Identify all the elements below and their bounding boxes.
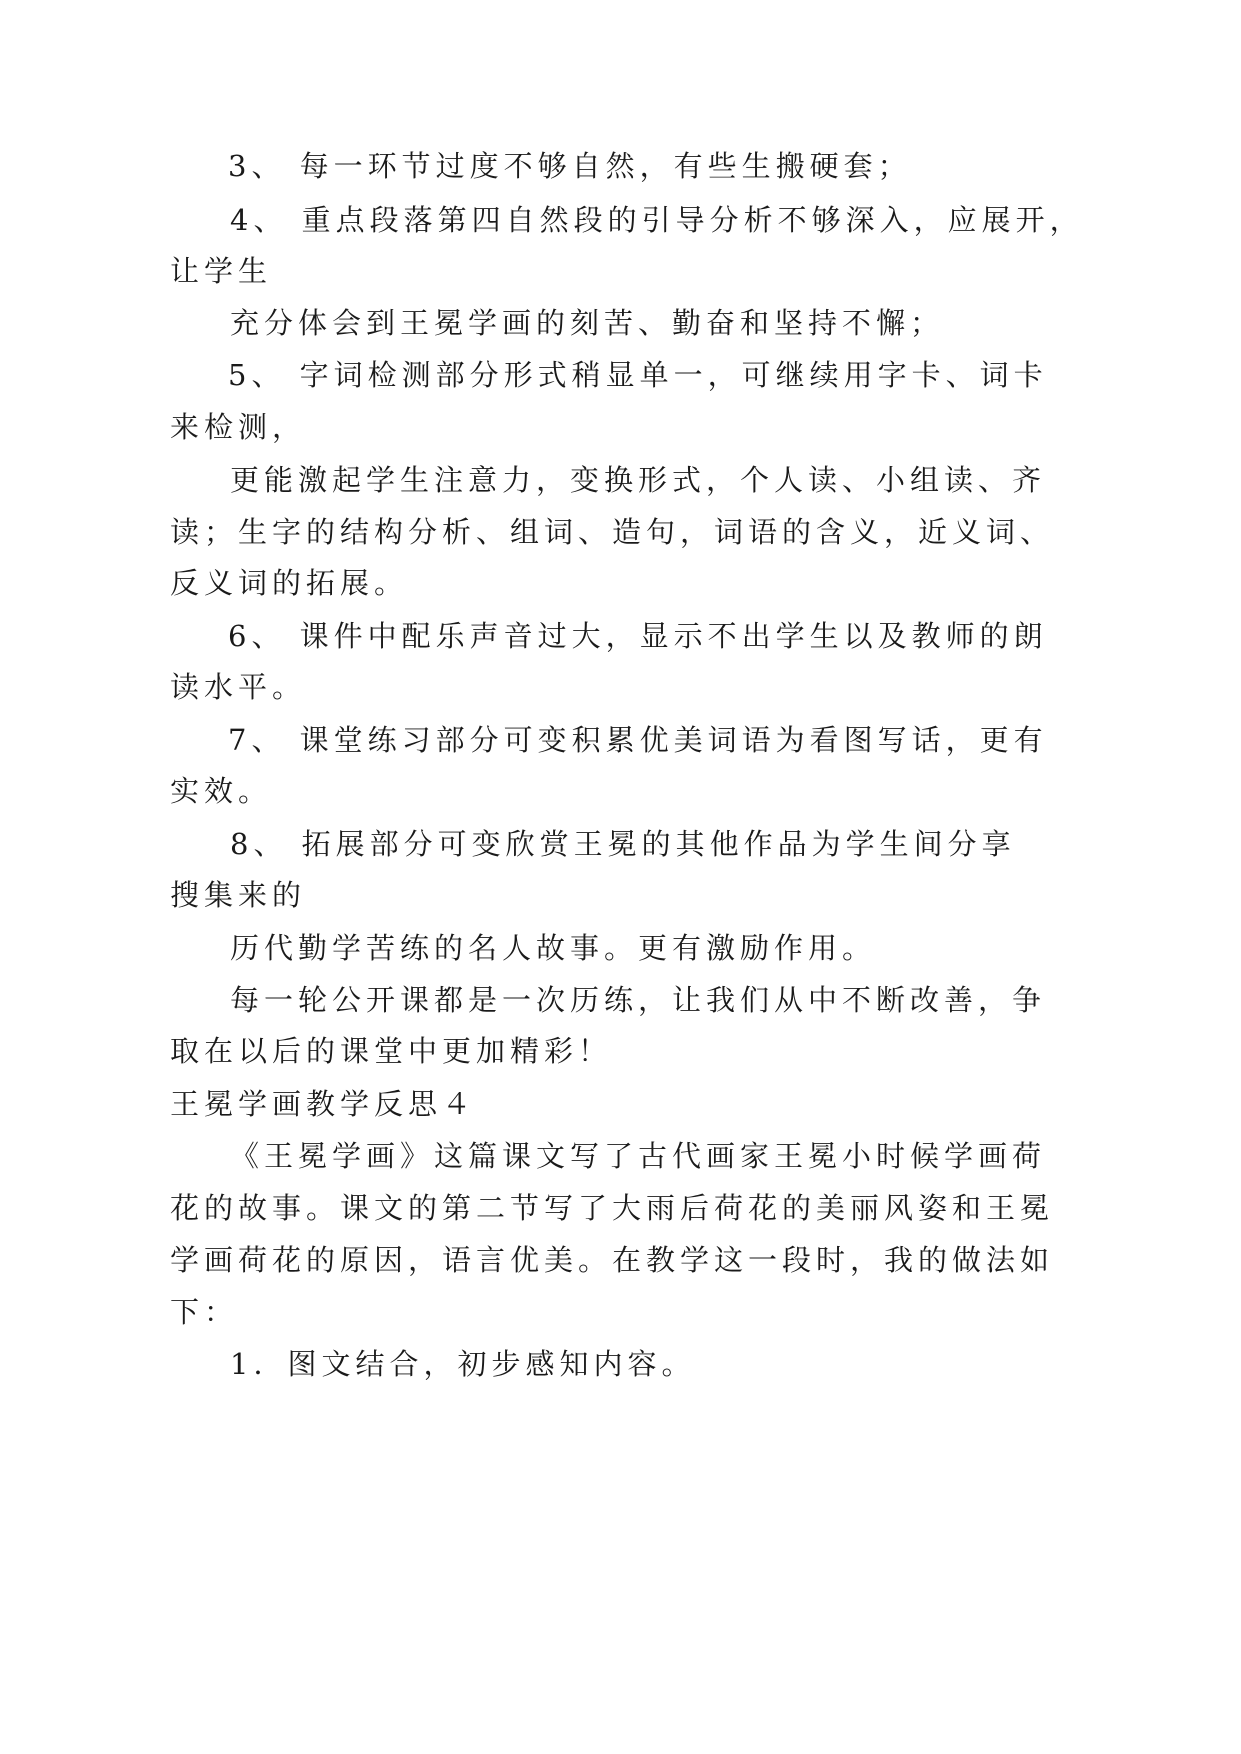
- text-line-7: 更能激起学生注意力，变换形式，个人读、小组读、齐: [230, 463, 1047, 497]
- text-line-15: 搜集来的: [170, 878, 307, 912]
- text-line-17: 每一轮公开课都是一次历练，让我们从中不断改善，争: [230, 983, 1047, 1017]
- text-line-11: 读水平。: [170, 670, 307, 704]
- text-line-4: 充分体会到王冕学画的刻苦、勤奋和坚持不懈；: [230, 306, 945, 340]
- text-line-24: 1．图文结合，初步感知内容。: [230, 1347, 696, 1381]
- text-line-13: 实效。: [170, 774, 273, 808]
- text-line-23: 下：: [170, 1295, 239, 1329]
- text-line-16: 历代勤学苦练的名人故事。更有激励作用。: [230, 931, 877, 965]
- text-line-21: 花的故事。课文的第二节写了大雨后荷花的美丽风姿和王冕: [170, 1191, 1055, 1225]
- text-line-18: 取在以后的课堂中更加精彩！: [170, 1034, 613, 1068]
- text-line-14: 8、 拓展部分可变欣赏王冕的其他作品为学生间分享: [230, 827, 1016, 861]
- text-line-10: 6、 课件中配乐声音过大，显示不出学生以及教师的朗: [228, 619, 1048, 653]
- text-line-1: 3、 每一环节过度不够自然，有些生搬硬套；: [228, 149, 912, 183]
- text-line-12: 7、 课堂练习部分可变积累优美词语为看图写话，更有: [228, 723, 1048, 757]
- text-line-8: 读；生字的结构分析、组词、造句，词语的含义，近义词、: [170, 515, 1055, 549]
- text-line-2: 4、 重点段落第四自然段的引导分析不够深入，应展开，: [230, 203, 1084, 237]
- text-line-6: 来检测，: [170, 410, 307, 444]
- section-title: 王冕学画教学反思４: [170, 1087, 477, 1121]
- text-line-22: 学画荷花的原因，语言优美。在教学这一段时，我的做法如: [170, 1243, 1055, 1277]
- text-line-20: 《王冕学画》这篇课文写了古代画家王冕小时候学画荷: [230, 1139, 1047, 1173]
- text-line-5: 5、 字词检测部分形式稍显单一，可继续用字卡、词卡: [228, 358, 1048, 392]
- text-line-3: 让学生: [170, 254, 273, 288]
- text-line-9: 反义词的拓展。: [170, 566, 409, 600]
